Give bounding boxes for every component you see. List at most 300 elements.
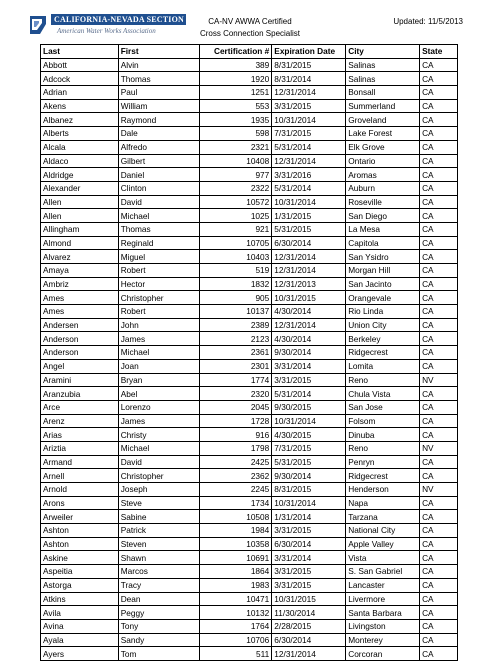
cell-state: CA <box>420 195 458 209</box>
cell-state: CA <box>420 387 458 401</box>
table-row <box>41 524 458 538</box>
cell-first: Tracy <box>118 578 200 592</box>
cell-first: Gilbert <box>118 154 200 168</box>
cell-first: Thomas <box>118 72 200 86</box>
cell-last: Aspeitia <box>41 565 119 579</box>
cell-last: Ariztia <box>41 441 119 455</box>
table-row <box>41 619 458 633</box>
cell-city: Reno <box>346 373 420 387</box>
cell-certification: 1935 <box>200 113 272 127</box>
column-header-expiration: Expiration Date <box>272 45 346 59</box>
cell-first: Christopher <box>118 291 200 305</box>
cell-state: CA <box>420 633 458 647</box>
cell-state: CA <box>420 346 458 360</box>
certification-table <box>40 44 458 661</box>
cell-expiration: 6/30/2014 <box>272 236 346 250</box>
cell-last: Atkins <box>41 592 119 606</box>
cell-city: Tarzana <box>346 510 420 524</box>
cell-last: Aldaco <box>41 154 119 168</box>
cell-state: CA <box>420 250 458 264</box>
cell-expiration: 11/30/2014 <box>272 606 346 620</box>
cell-state: CA <box>420 428 458 442</box>
cell-state: CA <box>420 414 458 428</box>
cell-expiration: 8/31/2015 <box>272 483 346 497</box>
cell-last: Avila <box>41 606 119 620</box>
cell-expiration: 3/31/2014 <box>272 551 346 565</box>
cell-last: Allingham <box>41 222 119 236</box>
cell-city: Union City <box>346 318 420 332</box>
cell-last: Aramini <box>41 373 119 387</box>
cell-certification: 2301 <box>200 359 272 373</box>
cell-expiration: 5/31/2015 <box>272 455 346 469</box>
cell-last: Ashton <box>41 524 119 538</box>
cell-state: CA <box>420 332 458 346</box>
cell-state: CA <box>420 181 458 195</box>
cell-expiration: 6/30/2014 <box>272 537 346 551</box>
table-row <box>41 277 458 291</box>
cell-first: Daniel <box>118 168 200 182</box>
cell-first: Clinton <box>118 181 200 195</box>
cell-expiration: 5/31/2014 <box>272 387 346 401</box>
cell-last: Ames <box>41 291 119 305</box>
table-row <box>41 565 458 579</box>
cell-last: Anderson <box>41 332 119 346</box>
cell-certification: 1832 <box>200 277 272 291</box>
cell-certification: 2322 <box>200 181 272 195</box>
cell-certification: 1251 <box>200 86 272 100</box>
cell-expiration: 10/31/2014 <box>272 195 346 209</box>
cell-first: Bryan <box>118 373 200 387</box>
cell-state: CA <box>420 86 458 100</box>
cell-last: Ayala <box>41 633 119 647</box>
cell-state: CA <box>420 291 458 305</box>
cell-city: Elk Grove <box>346 140 420 154</box>
cell-certification: 519 <box>200 264 272 278</box>
cell-first: Sabine <box>118 510 200 524</box>
table-row <box>41 86 458 100</box>
cell-state: CA <box>420 222 458 236</box>
cell-state: CA <box>420 496 458 510</box>
cell-first: Abel <box>118 387 200 401</box>
cell-expiration: 8/31/2014 <box>272 72 346 86</box>
cell-last: Ayers <box>41 647 119 661</box>
cell-first: Steve <box>118 496 200 510</box>
cell-first: Hector <box>118 277 200 291</box>
cell-first: Miguel <box>118 250 200 264</box>
cell-state: CA <box>420 510 458 524</box>
cell-city: Salinas <box>346 72 420 86</box>
table-row <box>41 58 458 72</box>
cell-city: Lancaster <box>346 578 420 592</box>
cell-city: San Jose <box>346 400 420 414</box>
cell-first: Joseph <box>118 483 200 497</box>
table-row <box>41 647 458 661</box>
cell-state: CA <box>420 400 458 414</box>
cell-expiration: 1/31/2015 <box>272 209 346 223</box>
cell-expiration: 8/31/2015 <box>272 58 346 72</box>
document-title-line-2: Cross Connection Specialist <box>199 29 301 38</box>
cell-city: Rio Linda <box>346 305 420 319</box>
cell-state: CA <box>420 209 458 223</box>
cell-city: Berkeley <box>346 332 420 346</box>
cell-city: Ridgecrest <box>346 346 420 360</box>
table-row <box>41 496 458 510</box>
cell-expiration: 5/31/2015 <box>272 222 346 236</box>
cell-expiration: 3/31/2015 <box>272 565 346 579</box>
cell-city: National City <box>346 524 420 538</box>
cell-first: Marcos <box>118 565 200 579</box>
column-header-state: State <box>420 45 458 59</box>
table-row <box>41 127 458 141</box>
cell-city: San Jacinto <box>346 277 420 291</box>
table-row <box>41 359 458 373</box>
cell-last: Ambriz <box>41 277 119 291</box>
cell-certification: 905 <box>200 291 272 305</box>
cell-city: Aromas <box>346 168 420 182</box>
cell-first: Michael <box>118 441 200 455</box>
cell-city: Lake Forest <box>346 127 420 141</box>
cell-last: Alberts <box>41 127 119 141</box>
column-header-last: Last <box>41 45 119 59</box>
cell-certification: 921 <box>200 222 272 236</box>
cell-expiration: 12/31/2014 <box>272 250 346 264</box>
cell-expiration: 12/31/2014 <box>272 154 346 168</box>
page-header <box>0 0 495 44</box>
cell-state: CA <box>420 647 458 661</box>
cell-state: NV <box>420 483 458 497</box>
cell-first: Sandy <box>118 633 200 647</box>
cell-certification: 1764 <box>200 619 272 633</box>
cell-certification: 598 <box>200 127 272 141</box>
cell-first: Lorenzo <box>118 400 200 414</box>
table-row <box>41 373 458 387</box>
cell-first: Tom <box>118 647 200 661</box>
cell-expiration: 5/31/2014 <box>272 140 346 154</box>
cell-expiration: 12/31/2014 <box>272 647 346 661</box>
cell-state: CA <box>420 606 458 620</box>
cell-first: James <box>118 414 200 428</box>
cell-last: Albanez <box>41 113 119 127</box>
cell-city: Morgan Hill <box>346 264 420 278</box>
cell-expiration: 3/31/2015 <box>272 524 346 538</box>
cell-first: Michael <box>118 209 200 223</box>
cell-last: Aranzubia <box>41 387 119 401</box>
cell-certification: 10508 <box>200 510 272 524</box>
cell-last: Avina <box>41 619 119 633</box>
cell-state: CA <box>420 140 458 154</box>
cell-state: CA <box>420 277 458 291</box>
cell-last: Armand <box>41 455 119 469</box>
cell-expiration: 3/31/2015 <box>272 578 346 592</box>
cell-expiration: 9/30/2014 <box>272 346 346 360</box>
cell-last: Angel <box>41 359 119 373</box>
table-row <box>41 222 458 236</box>
table-row <box>41 592 458 606</box>
cell-first: Peggy <box>118 606 200 620</box>
table-row <box>41 469 458 483</box>
cell-first: John <box>118 318 200 332</box>
org-logo <box>28 14 186 36</box>
table-row <box>41 346 458 360</box>
cell-state: CA <box>420 305 458 319</box>
cell-expiration: 3/31/2015 <box>272 99 346 113</box>
table-row <box>41 441 458 455</box>
cell-expiration: 5/31/2014 <box>272 181 346 195</box>
cell-state: CA <box>420 592 458 606</box>
awwa-logo-icon <box>28 14 48 36</box>
column-header-first: First <box>118 45 200 59</box>
cell-certification: 1734 <box>200 496 272 510</box>
cell-certification: 1025 <box>200 209 272 223</box>
cell-state: CA <box>420 551 458 565</box>
cell-certification: 10132 <box>200 606 272 620</box>
cell-expiration: 12/31/2014 <box>272 264 346 278</box>
cell-last: Akens <box>41 99 119 113</box>
cell-expiration: 4/30/2014 <box>272 332 346 346</box>
table-row <box>41 72 458 86</box>
cell-state: CA <box>420 455 458 469</box>
cell-last: Arce <box>41 400 119 414</box>
table-row <box>41 483 458 497</box>
cell-certification: 10471 <box>200 592 272 606</box>
cell-state: CA <box>420 359 458 373</box>
cell-last: Almond <box>41 236 119 250</box>
cell-state: CA <box>420 99 458 113</box>
cell-first: Raymond <box>118 113 200 127</box>
cell-first: Dean <box>118 592 200 606</box>
cell-state: CA <box>420 168 458 182</box>
cell-certification: 10691 <box>200 551 272 565</box>
cell-certification: 1728 <box>200 414 272 428</box>
cell-state: NV <box>420 441 458 455</box>
cell-certification: 2425 <box>200 455 272 469</box>
cell-city: Vista <box>346 551 420 565</box>
cell-state: NV <box>420 373 458 387</box>
org-subtitle: American Water Works Association <box>57 27 156 35</box>
cell-expiration: 10/31/2015 <box>272 592 346 606</box>
cell-expiration: 9/30/2014 <box>272 469 346 483</box>
cell-first: Michael <box>118 346 200 360</box>
cell-certification: 10358 <box>200 537 272 551</box>
cell-expiration: 10/31/2014 <box>272 113 346 127</box>
cell-first: William <box>118 99 200 113</box>
document-title-line-1: CA-NV AWWA Certified <box>208 17 292 26</box>
cell-expiration: 3/31/2015 <box>272 373 346 387</box>
cell-city: Ontario <box>346 154 420 168</box>
cell-city: Penryn <box>346 455 420 469</box>
cell-first: Thomas <box>118 222 200 236</box>
cell-first: Alfredo <box>118 140 200 154</box>
cell-city: S. San Gabriel <box>346 565 420 579</box>
table-row <box>41 181 458 195</box>
cell-first: Robert <box>118 264 200 278</box>
cell-city: La Mesa <box>346 222 420 236</box>
cell-certification: 2245 <box>200 483 272 497</box>
cell-last: Adcock <box>41 72 119 86</box>
cell-first: Tony <box>118 619 200 633</box>
cell-certification: 2045 <box>200 400 272 414</box>
cell-state: CA <box>420 58 458 72</box>
cell-expiration: 4/30/2015 <box>272 428 346 442</box>
cell-first: James <box>118 332 200 346</box>
cell-city: Monterey <box>346 633 420 647</box>
cell-last: Arweiler <box>41 510 119 524</box>
cell-certification: 389 <box>200 58 272 72</box>
cell-certification: 2321 <box>200 140 272 154</box>
cell-first: Shawn <box>118 551 200 565</box>
table-body <box>41 58 458 660</box>
cell-city: Reno <box>346 441 420 455</box>
cell-certification: 10408 <box>200 154 272 168</box>
table-row <box>41 99 458 113</box>
cell-certification: 2123 <box>200 332 272 346</box>
column-header-certification: Certification # <box>200 45 272 59</box>
cell-expiration: 12/31/2013 <box>272 277 346 291</box>
cell-state: CA <box>420 578 458 592</box>
cell-state: CA <box>420 154 458 168</box>
column-header-city: City <box>346 45 420 59</box>
table-row <box>41 510 458 524</box>
cell-last: Allen <box>41 209 119 223</box>
cell-city: Henderson <box>346 483 420 497</box>
cell-state: CA <box>420 113 458 127</box>
cell-expiration: 9/30/2015 <box>272 400 346 414</box>
table-row <box>41 428 458 442</box>
table-row <box>41 455 458 469</box>
cell-last: Ashton <box>41 537 119 551</box>
cell-certification: 10403 <box>200 250 272 264</box>
cell-city: Livermore <box>346 592 420 606</box>
table-row <box>41 236 458 250</box>
table-row <box>41 168 458 182</box>
cell-certification: 553 <box>200 99 272 113</box>
cell-first: Christy <box>118 428 200 442</box>
cell-first: David <box>118 195 200 209</box>
cell-last: Askine <box>41 551 119 565</box>
cell-expiration: 7/31/2015 <box>272 127 346 141</box>
table-row <box>41 537 458 551</box>
cell-certification: 2320 <box>200 387 272 401</box>
cell-first: Christopher <box>118 469 200 483</box>
cell-certification: 10137 <box>200 305 272 319</box>
table-row <box>41 291 458 305</box>
cell-last: Aldridge <box>41 168 119 182</box>
cell-last: Arnold <box>41 483 119 497</box>
cell-certification: 916 <box>200 428 272 442</box>
cell-first: David <box>118 455 200 469</box>
cell-expiration: 10/31/2014 <box>272 414 346 428</box>
cell-expiration: 10/31/2015 <box>272 291 346 305</box>
cell-city: Livingston <box>346 619 420 633</box>
table-row <box>41 387 458 401</box>
cell-expiration: 6/30/2014 <box>272 633 346 647</box>
cell-city: Corcoran <box>346 647 420 661</box>
cell-first: Paul <box>118 86 200 100</box>
cell-last: Arenz <box>41 414 119 428</box>
cell-expiration: 7/31/2015 <box>272 441 346 455</box>
cell-last: Arias <box>41 428 119 442</box>
cell-state: CA <box>420 127 458 141</box>
cell-expiration: 10/31/2014 <box>272 496 346 510</box>
cell-certification: 977 <box>200 168 272 182</box>
cell-city: Napa <box>346 496 420 510</box>
table-row <box>41 578 458 592</box>
cell-certification: 2361 <box>200 346 272 360</box>
cell-last: Anderson <box>41 346 119 360</box>
cell-certification: 10705 <box>200 236 272 250</box>
cell-certification: 1984 <box>200 524 272 538</box>
cell-last: Alcala <box>41 140 119 154</box>
cell-state: CA <box>420 318 458 332</box>
cell-city: Santa Barbara <box>346 606 420 620</box>
cell-city: Auburn <box>346 181 420 195</box>
cell-certification: 1983 <box>200 578 272 592</box>
cell-certification: 2362 <box>200 469 272 483</box>
cell-first: Dale <box>118 127 200 141</box>
cell-city: Summerland <box>346 99 420 113</box>
cell-last: Amaya <box>41 264 119 278</box>
cell-first: Patrick <box>118 524 200 538</box>
cell-city: Bonsall <box>346 86 420 100</box>
cell-last: Astorga <box>41 578 119 592</box>
table-row <box>41 264 458 278</box>
cell-certification: 10706 <box>200 633 272 647</box>
cell-first: Joan <box>118 359 200 373</box>
cell-certification: 1774 <box>200 373 272 387</box>
cell-city: Folsom <box>346 414 420 428</box>
table-row <box>41 551 458 565</box>
cell-state: CA <box>420 537 458 551</box>
cell-expiration: 4/30/2014 <box>272 305 346 319</box>
table-row <box>41 250 458 264</box>
cell-certification: 1798 <box>200 441 272 455</box>
cell-certification: 10572 <box>200 195 272 209</box>
table-row <box>41 140 458 154</box>
cell-city: Apple Valley <box>346 537 420 551</box>
table-row <box>41 414 458 428</box>
cell-city: Lomita <box>346 359 420 373</box>
table-row <box>41 154 458 168</box>
document-title <box>185 16 315 40</box>
table-row <box>41 305 458 319</box>
table-row <box>41 606 458 620</box>
cell-last: Alexander <box>41 181 119 195</box>
cell-city: Ridgecrest <box>346 469 420 483</box>
cell-first: Alvin <box>118 58 200 72</box>
cell-first: Reginald <box>118 236 200 250</box>
cell-expiration: 2/28/2015 <box>272 619 346 633</box>
cell-last: Adrian <box>41 86 119 100</box>
cell-city: Chula Vista <box>346 387 420 401</box>
table-header-row <box>41 45 458 59</box>
cell-state: CA <box>420 469 458 483</box>
cell-first: Robert <box>118 305 200 319</box>
table-row <box>41 400 458 414</box>
cell-last: Arnell <box>41 469 119 483</box>
cell-certification: 1920 <box>200 72 272 86</box>
table-row <box>41 195 458 209</box>
table-row <box>41 209 458 223</box>
cell-last: Alvarez <box>41 250 119 264</box>
cell-expiration: 12/31/2014 <box>272 318 346 332</box>
cell-city: Orangevale <box>346 291 420 305</box>
cell-city: Capitola <box>346 236 420 250</box>
cell-last: Ames <box>41 305 119 319</box>
cell-first: Steven <box>118 537 200 551</box>
cell-state: CA <box>420 619 458 633</box>
cell-expiration: 1/31/2014 <box>272 510 346 524</box>
org-name: CALIFORNIA-NEVADA SECTION <box>51 14 186 25</box>
